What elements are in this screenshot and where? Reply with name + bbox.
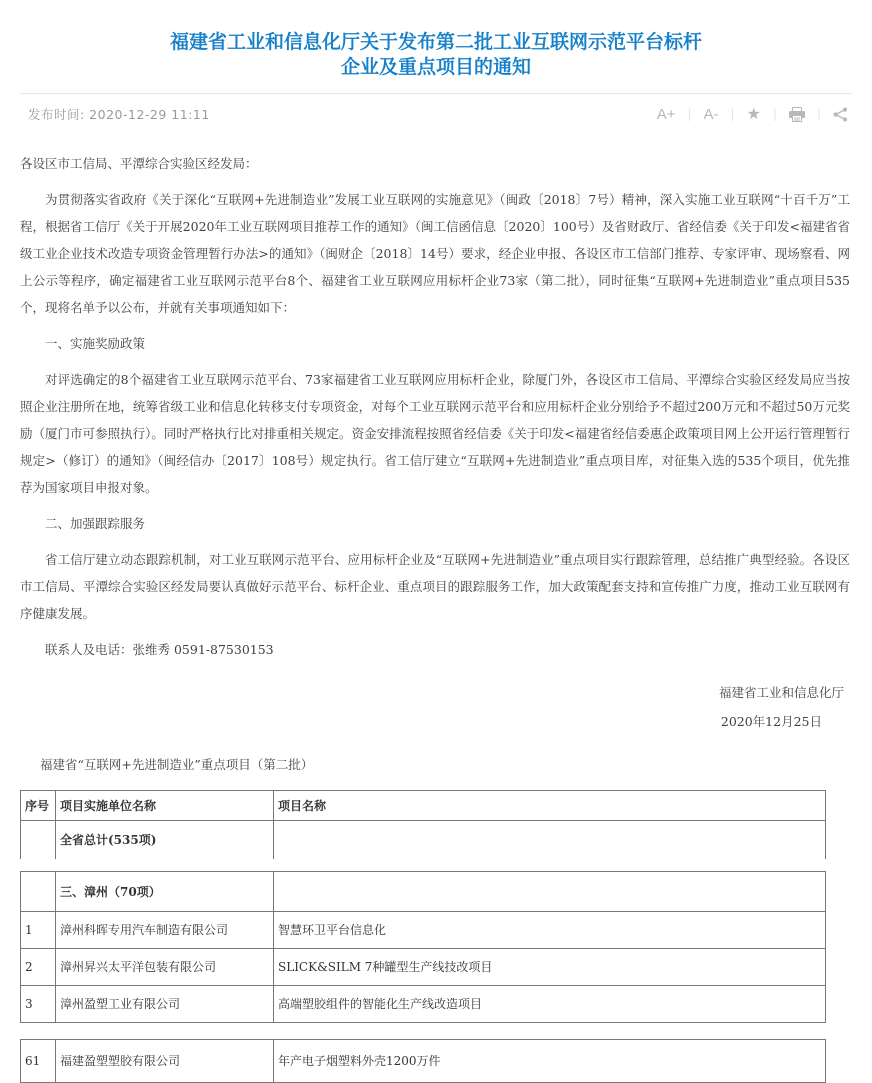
table-gap: [0, 859, 872, 871]
header-seq: 序号: [21, 791, 56, 821]
row-project: 高端塑胶组件的智能化生产线改造项目: [274, 985, 826, 1022]
paragraph-policy-background: 为贯彻落实省政府《关于深化“互联网+先进制造业”发展工业互联网的实施意见》（闽政〔2018〕7号）精神，深入实施工业互联网“十百千万”工程，根据省工信厅《关于开展2020年工业互联网项目推荐工作的通知》（闽工信函信息〔2020〕100号）及省财政厅、省经信委《关于印发<福建省省级工业企业技术改造专项资金管理暂行办法>的通知》（闽财企〔2018〕14号）要求，经企业申报、各设区市工信部门推荐、专家评审、现场察看、网上公示等程序，确定福建省工业互联网示范平台8个、福建省工业互联网应用标杆企业73家（第二批），同时征集“互联网+先进制造业”重点项目535个，现将名单予以公布，并就有关事项通知如下：: [20, 192, 850, 315]
meta-row: [20, 94, 850, 134]
row-seq: 2: [21, 948, 56, 985]
issue-date: 2020年12月25日: [720, 714, 822, 729]
page-title-line-1: 福建省工业和信息化厅关于发布第二批工业互联网示范平台标杆: [169, 32, 702, 53]
table-row: [21, 911, 826, 948]
paragraph-reward-policy: 对评选确定的8个福建省工业互联网示范平台、73家福建省工业互联网应用标杆企业，除厦门外，各设区市工信局、平潭综合实验区经发局应当按照企业注册所在地，统筹省级工业和信息化转移支付专项资金，对每个工业互联网示范平台和应用标杆企业分别给予不超过200万元和不超过50万元奖励（厦门市可参照执行）。同时严格执行比对排重相关规定。资金安排流程按照省经信委《关于印发<福建省经信委惠企政策项目网上公开运行管理暂行规定>（修订）的通知》（闽经信办〔2017〕108号）规定执行。省工信厅建立“互联网+先进制造业”重点项目库，对征集入选的535个项目，优先推荐为国家项目申报对象。: [20, 372, 850, 495]
row-unit: 漳州盈塑工业有限公司: [56, 985, 274, 1022]
favorite-star-icon[interactable]: ★: [746, 106, 761, 123]
section-unit-cell: 三、漳州（70项）: [56, 871, 274, 911]
table-row: [21, 948, 826, 985]
share-icon[interactable]: [831, 107, 850, 122]
row-unit: 漳州昇兴太平洋包装有限公司: [56, 948, 274, 985]
page-title: [0, 0, 872, 80]
article-toolbar: [655, 104, 850, 124]
row-project: 年产电子烟塑料外壳1200万件: [274, 1039, 826, 1082]
header-unit: 项目实施单位名称: [56, 791, 274, 821]
row-seq: 61: [21, 1039, 56, 1082]
total-seq-cell: [21, 821, 56, 859]
row-seq: 1: [21, 911, 56, 948]
printer-icon[interactable]: [787, 107, 807, 122]
total-unit-cell: 全省总计(535项): [56, 821, 274, 859]
section-2-heading: 二、加强跟踪服务: [45, 516, 146, 531]
table-caption: 福建省“互联网+先进制造业”重点项目（第二批）: [40, 757, 314, 772]
article-body: [20, 150, 850, 778]
project-table-fragment-3: [20, 1039, 872, 1083]
row-unit: 福建盈塑塑胶有限公司: [56, 1039, 274, 1082]
project-table-fragment-2: [20, 871, 872, 1023]
row-project: 智慧环卫平台信息化: [274, 911, 826, 948]
publish-time: 发布时间: 2020-12-29 11:11: [28, 107, 210, 122]
toolbar-separator: |: [730, 107, 735, 121]
paragraph-tracking-service: 省工信厅建立动态跟踪机制，对工业互联网示范平台、应用标杆企业及“互联网+先进制造业”重点项目实行跟踪管理，总结推广典型经验。各设区市工信局、平潭综合实验区经发局要认真做好示范平台、标杆企业、重点项目的跟踪服务工作，加大政策配套支持和宣传推广力度，推动工业互联网有序健康发展。: [20, 552, 850, 621]
header-project: 项目名称: [274, 791, 826, 821]
toolbar-separator: |: [772, 107, 777, 121]
table-row: [21, 985, 826, 1022]
contact-line: 联系人及电话：张维秀 0591-87530153: [45, 642, 274, 657]
salutation: 各设区市工信局、平潭综合实验区经发局：: [20, 156, 258, 171]
toolbar-separator: |: [816, 107, 821, 121]
table-total-row: [21, 821, 826, 859]
row-project: SLICK&SILM 7种罐型生产线技改项目: [274, 948, 826, 985]
row-unit: 漳州科晖专用汽车制造有限公司: [56, 911, 274, 948]
section-1-heading: 一、实施奖励政策: [45, 336, 146, 351]
section-project-cell: [274, 871, 826, 911]
font-increase-button[interactable]: A+: [656, 105, 676, 123]
table-gap: [0, 1023, 872, 1039]
font-decrease-button[interactable]: A-: [703, 105, 719, 123]
section-seq-cell: [21, 871, 56, 911]
total-project-cell: [274, 821, 826, 859]
table-header-row: [21, 791, 826, 821]
page-title-line-2: 企业及重点项目的通知: [340, 57, 531, 78]
toolbar-separator: |: [687, 107, 692, 121]
row-seq: 3: [21, 985, 56, 1022]
issuing-authority: 福建省工业和信息化厅: [718, 685, 844, 700]
project-table-fragment-1: [20, 790, 872, 859]
table-section-row: [21, 871, 826, 911]
table-row: [21, 1039, 826, 1082]
